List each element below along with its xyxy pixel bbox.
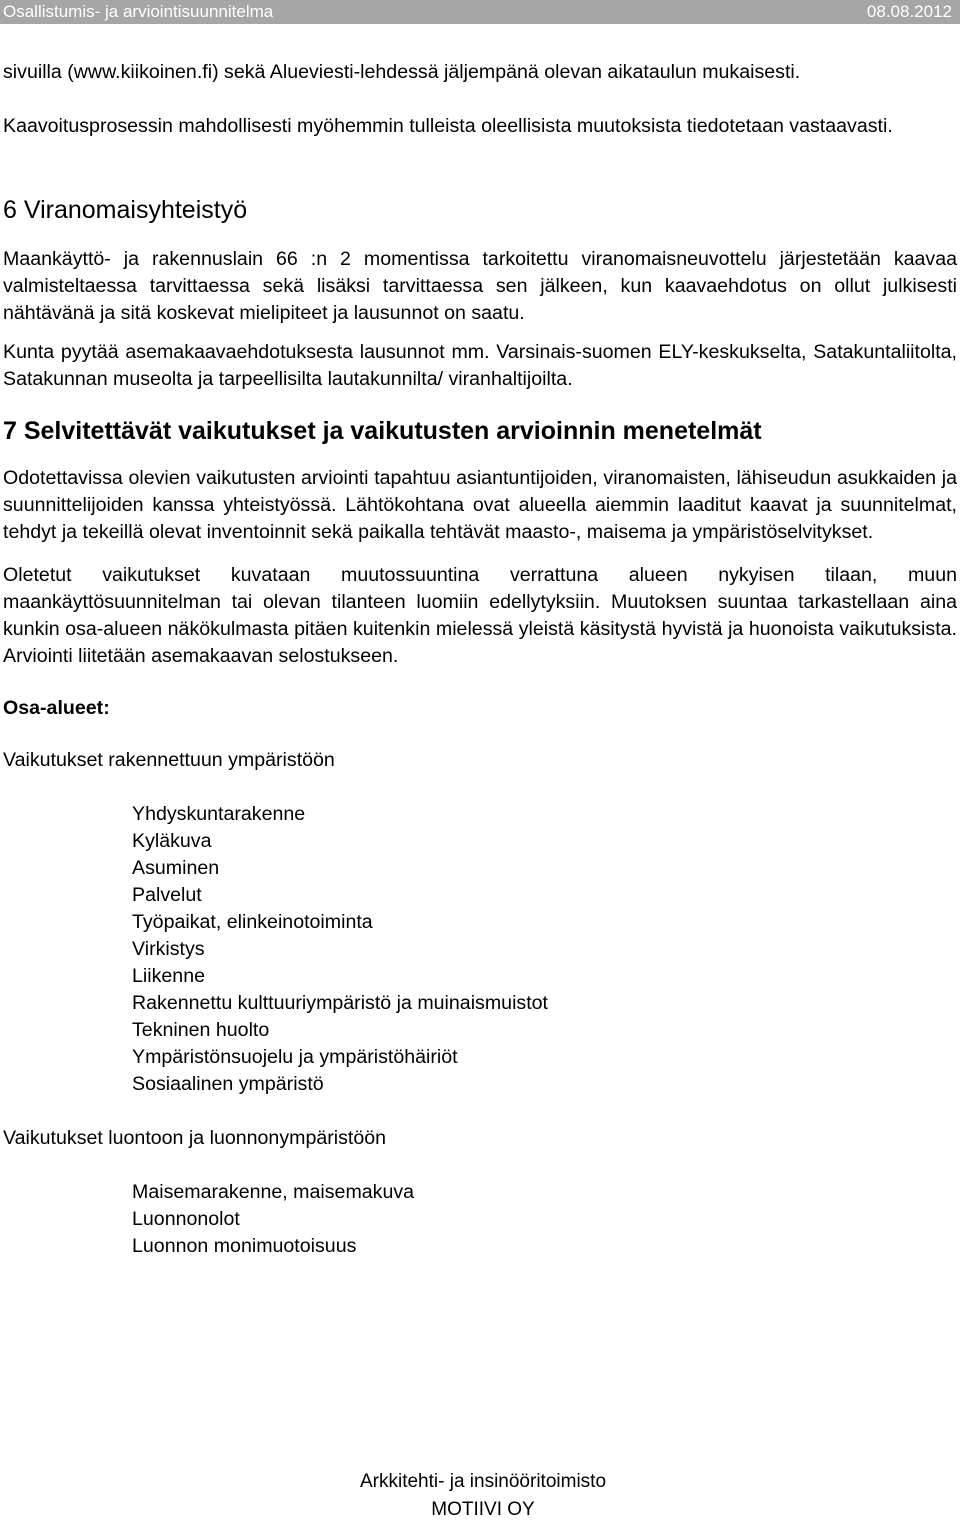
- list-item: Työpaikat, elinkeinotoiminta: [132, 911, 373, 933]
- section-7-paragraph-2: Oletetut vaikutukset kuvataan muutossuuntina verrattuna alueen nykyisen tilaan, muun maankäyttösuunnitelman tai olevan tilanteen luomiin edellytyksiin. Muutoksen suuntaa tarkastellaan aina kunkin osa-alueen näkökulmasta pitäen kuitenkin mielessä yleistä käsitystä hyvistä ja huonoista vaikutuksista. Arviointi liitetään asemakaavan selostukseen.: [3, 564, 957, 667]
- section-6-heading: 6 Viranomaisyhteistyö: [3, 196, 248, 224]
- list-item: Rakennettu kulttuuriympäristö ja muinaismuistot: [132, 992, 549, 1014]
- list-item: Tekninen huolto: [132, 1019, 270, 1041]
- list-item: Luonnon monimuotoisuus: [132, 1235, 357, 1257]
- group-1-title: Vaikutukset rakennettuun ympäristöön: [3, 749, 335, 771]
- document-date: 08.08.2012: [866, 2, 952, 21]
- document-body: [3, 59, 957, 1260]
- section-7-paragraph-1: Odotettavissa olevien vaikutusten arviointi tapahtuu asiantuntijoiden, viranomaisten, lähiseudun asukkaiden ja suunnittelijoiden kanssa yhteistyössä. Lähtökohtana ovat alueella aiemmin laaditut kaavat ja suunnitelmat, tehdyt ja tekeillä olevat inventoinnit sekä paikalla tehtävät maasto-, maisema ja ympäristöselvitykset.: [3, 467, 957, 543]
- group-2-list: [3, 1179, 957, 1260]
- list-item: Luonnonolot: [132, 1208, 240, 1230]
- osa-alueet-label: Osa-alueet:: [3, 697, 110, 719]
- list-item: Virkistys: [132, 938, 205, 960]
- list-item: Kyläkuva: [132, 830, 212, 852]
- list-item: Yhdyskuntarakenne: [132, 803, 306, 825]
- list-item: Ympäristönsuojelu ja ympäristöhäiriöt: [132, 1046, 458, 1068]
- section-7-heading: 7 Selvitettävät vaikutukset ja vaikutusten arvioinnin menetelmät: [3, 417, 762, 445]
- group-1-list: [3, 801, 957, 1098]
- footer-company-line-2: MOTIIVI OY: [431, 1499, 535, 1520]
- group-2-title: Vaikutukset luontoon ja luonnonympäristöön: [3, 1127, 387, 1149]
- section-6-paragraph-1: Maankäyttö- ja rakennuslain 66 :n 2 momentissa tarkoitettu viranomaisneuvottelu järjestetään kaavaa valmisteltaessa tarvittaessa sekä lisäksi tarvittaessa sen jälkeen, kun kaavaehdotus on ollut julkisesti nähtävänä ja sitä koskevat mielipiteet ja lausunnot on saatu.: [3, 248, 957, 324]
- intro-paragraph-2: Kaavoitusprosessin mahdollisesti myöhemmin tulleista oleellisista muutoksista tiedotetaan vastaavasti.: [3, 115, 893, 137]
- list-item: Maisemarakenne, maisemakuva: [132, 1181, 415, 1203]
- list-item: Asuminen: [132, 857, 220, 879]
- section-6-paragraph-2: Kunta pyytää asemakaavaehdotuksesta lausunnot mm. Varsinais-suomen ELY-keskukselta, Satakuntaliitolta, Satakunnan museolta ja tarpeellisilta lautakunnilta/ viranhaltijoilta.: [3, 341, 957, 390]
- list-item: Sosiaalinen ympäristö: [132, 1073, 324, 1095]
- page-footer: [0, 1468, 960, 1524]
- page-header: [0, 0, 960, 24]
- intro-paragraph-1: sivuilla (www.kiikoinen.fi) sekä Alueviesti-lehdessä jäljempänä olevan aikataulun mukaisesti.: [3, 61, 801, 83]
- document-title: Osallistumis- ja arviointisuunnitelma: [3, 2, 274, 21]
- list-item: Palvelut: [132, 884, 202, 906]
- list-item: Liikenne: [132, 965, 205, 987]
- footer-company-line-1: Arkkitehti- ja insinööritoimisto: [359, 1471, 607, 1492]
